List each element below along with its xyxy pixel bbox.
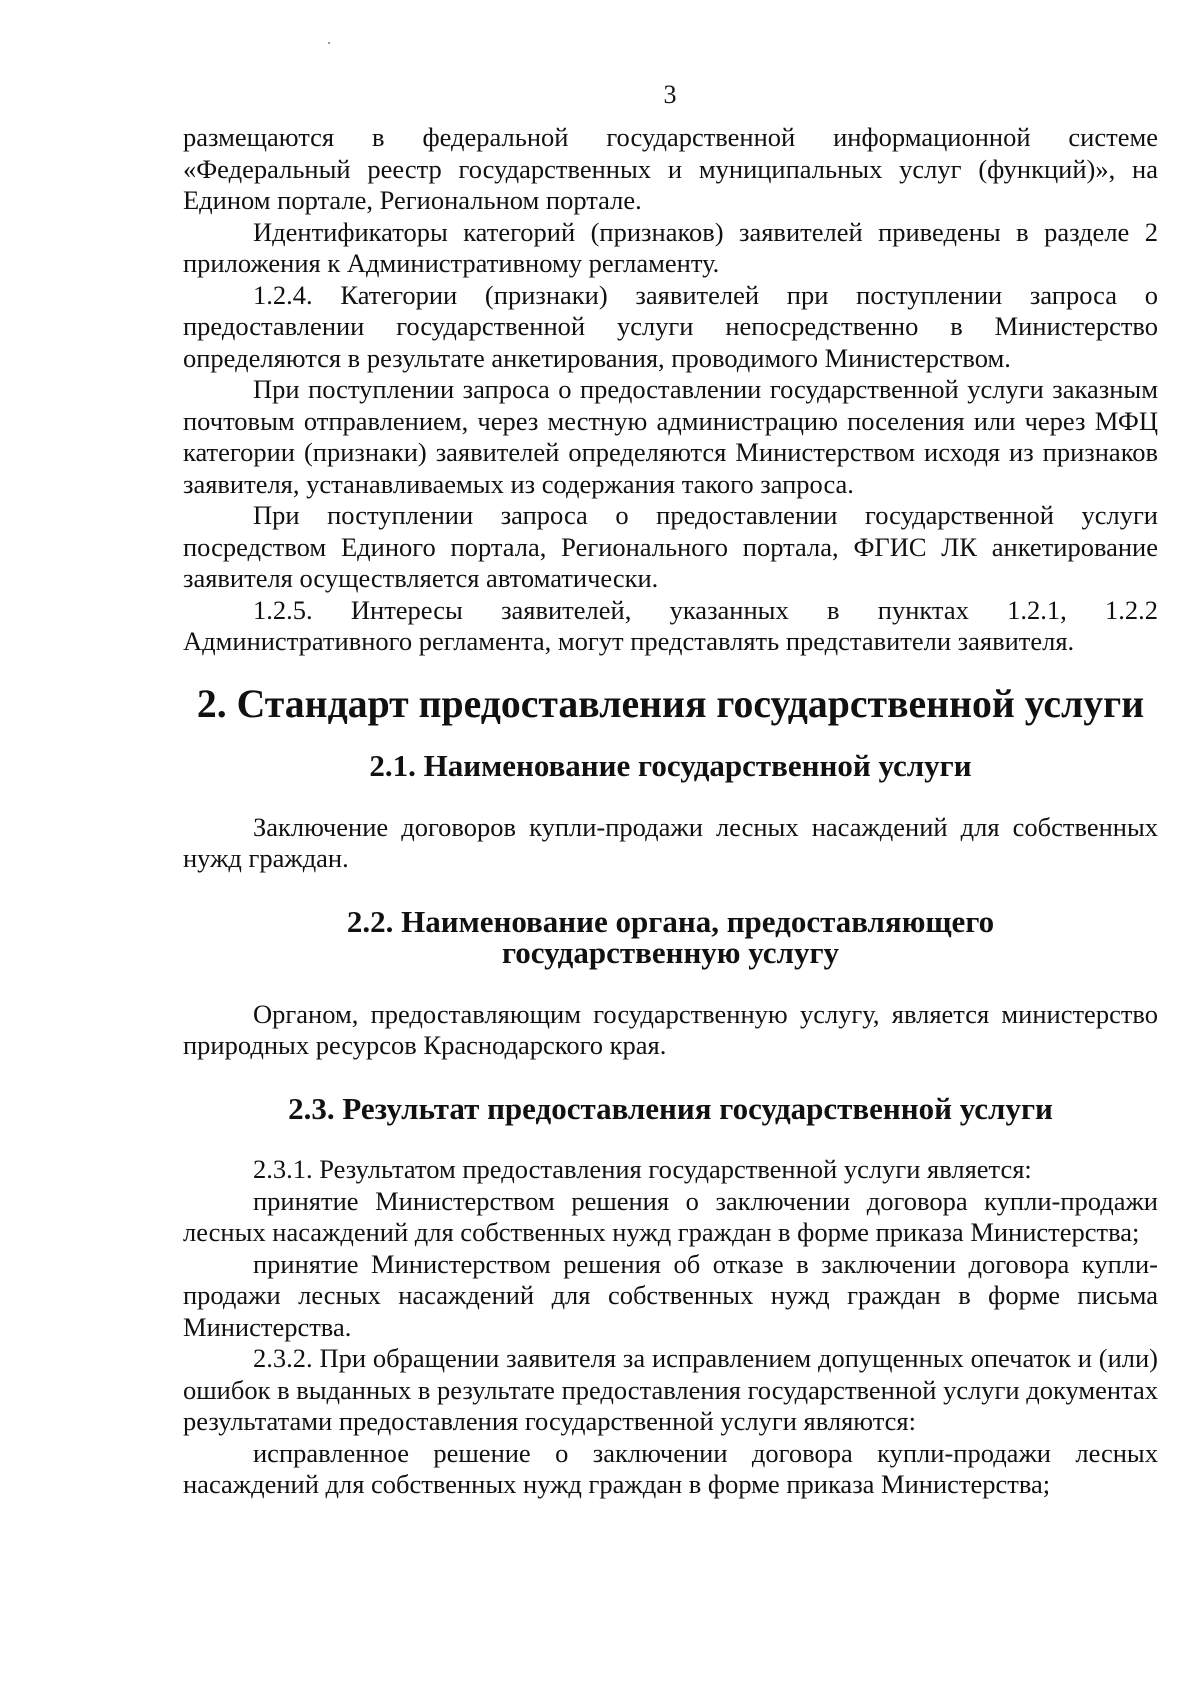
paragraph: Заключение договоров купли-продажи лесных насаждений для собственных нужд граждан. [183, 811, 1158, 873]
paragraph: исправленное решение о заключении договора купли-продажи лесных насаждений для собственных нужд граждан в форме приказа Министерства; [183, 1437, 1158, 1499]
paragraph: При поступлении запроса о предоставлении государственной услуги посредством Единого портала, Регионального портала, ФГИС ЛК анкетирование заявителя осуществляется автоматически. [183, 500, 1158, 593]
subsection-heading-line: государственную услугу [501, 935, 840, 970]
scan-speck [328, 42, 330, 44]
paragraph: При поступлении запроса о предоставлении государственной услуги заказным почтовым отправлением, через местную администрацию поселения или через МФЦ категории (признаки) заявителей определяются Министерством исходя из признаков заявителя, устанавливаемых из содержания такого запроса. [183, 374, 1158, 499]
section-heading-text: 2. Стандарт предоставления государственной услуги [196, 681, 1145, 726]
section-heading [183, 681, 1158, 726]
subsection-heading-text: 2.3. Результат предоставления государственной услуги [288, 1090, 1053, 1126]
subsection-heading [183, 750, 1158, 782]
paragraph: Идентификаторы категорий (признаков) заявителей приведены в разделе 2 приложения к Административному регламенту. [183, 216, 1158, 278]
paragraph: 2.3.2. При обращении заявителя за исправлением допущенных опечаток и (или) ошибок в выданных в результате предоставления государственной услуги документах результатами предоставления государственной услуги являются: [183, 1343, 1158, 1436]
paragraph: размещаются в федеральной государственной информационной системе «Федеральный реестр государственных и муниципальных услуг (функций)», на Едином портале, Региональном портале. [183, 122, 1158, 215]
page-number: 3 [663, 80, 677, 109]
paragraph: принятие Министерством решения о заключении договора купли-продажи лесных насаждений для собственных нужд граждан в форме приказа Министерства; [183, 1185, 1158, 1247]
paragraph: 1.2.4. Категории (признаки) заявителей при поступлении запроса о предоставлении государственной услуги непосредственно в Министерство определяются в результате анкетирования, проводимого Министерством. [183, 279, 1158, 373]
subsection-heading [183, 903, 1158, 970]
document-body [183, 122, 1158, 1501]
paragraph: 1.2.5. Интересы заявителей, указанных в пунктах 1.2.1, 1.2.2 Административного регламента, могут представлять представители заявителя. [183, 594, 1158, 656]
subsection-heading-line: 2.2. Наименование органа, предоставляющего [346, 903, 995, 939]
subsection-heading-text: 2.1. Наименование государственной услуги [369, 748, 972, 783]
paragraph: 2.3.1. Результатом предоставления государственной услуги является: [253, 1154, 1032, 1184]
paragraph: Органом, предоставляющим государственную услугу, является министерство природных ресурсов Краснодарского края. [183, 998, 1158, 1060]
paragraph: принятие Министерством решения об отказе в заключении договора купли-продажи лесных насаждений для собственных нужд граждан в форме письма Министерства. [183, 1248, 1158, 1342]
subsection-heading [183, 1090, 1158, 1126]
